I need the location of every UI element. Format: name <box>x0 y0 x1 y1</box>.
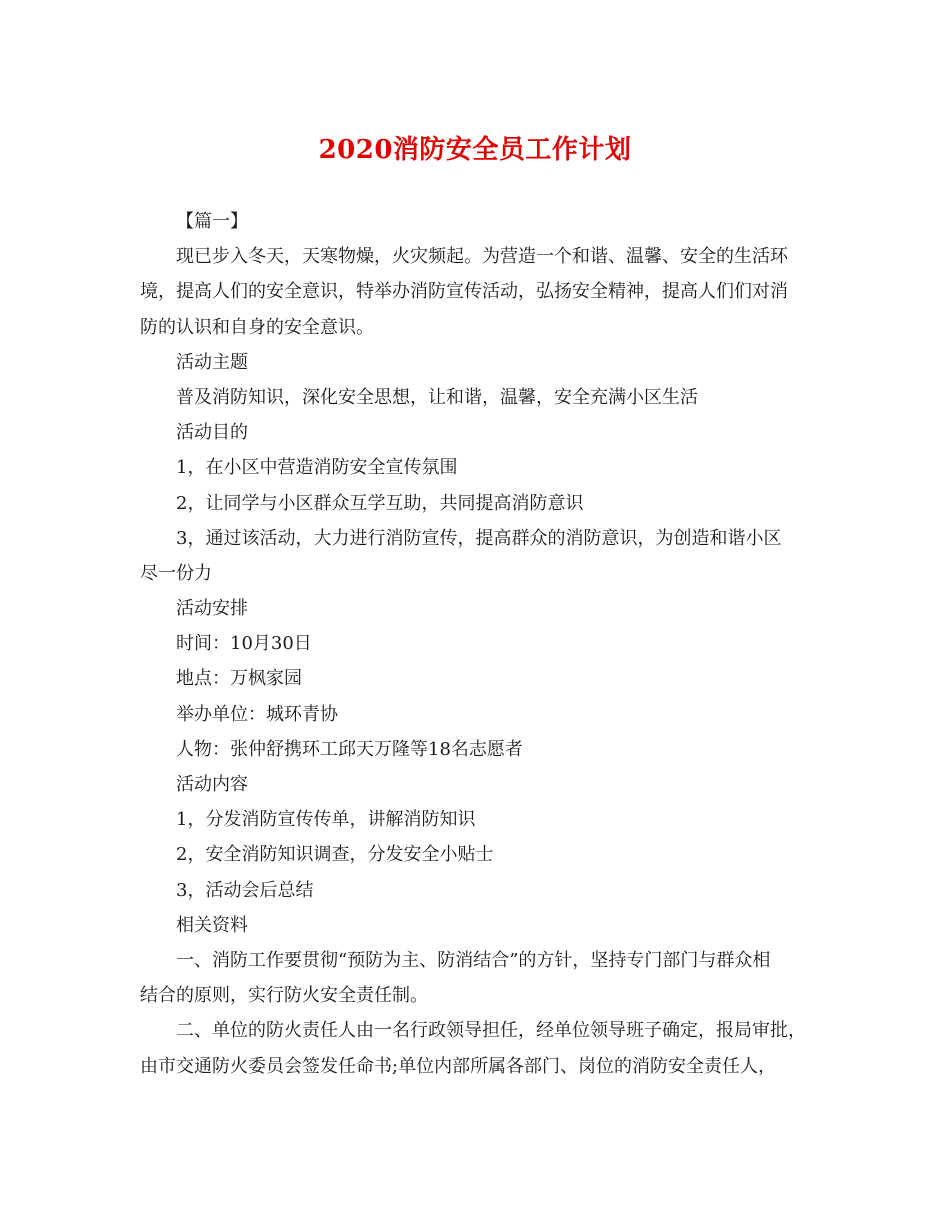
paragraph-line: 结合的原则，实行防火安全责任制。 <box>140 985 428 1007</box>
paragraph-line: 人物：张仲舒携环工邱天万隆等18名志愿者 <box>176 738 523 760</box>
paragraph-line: 地点：万枫家园 <box>176 668 302 690</box>
paragraph-line: 普及消防知识，深化安全思想，让和谐，温馨，安全充满小区生活 <box>176 386 698 408</box>
paragraph-line: 3，通过该活动，大力进行消防宣传，提高群众的消防意识，为创造和谐小区 <box>176 527 782 549</box>
paragraph-line: 2，让同学与小区群众互学互助，共同提高消防意识 <box>176 492 584 514</box>
paragraph-line: 活动目的 <box>176 422 248 444</box>
paragraph-line: 活动内容 <box>176 774 248 795</box>
document-body <box>140 204 830 1084</box>
paragraph-line: 时间：10月30日 <box>176 633 312 655</box>
paragraph-line: 境，提高人们的安全意识，特举办消防宣传活动，弘扬安全精神，提高人们们对消 <box>140 281 788 303</box>
paragraph-line: 活动主题 <box>176 351 248 373</box>
paragraph-line: 1，在小区中营造消防安全宣传氛围 <box>176 457 458 479</box>
paragraph-line: 【篇一】 <box>176 211 248 232</box>
paragraph-line: 一、消防工作要贯彻“预防为主、防消结合”的方针，坚持专门部门与群众相 <box>176 949 771 971</box>
paragraph-line: 举办单位：城环青协 <box>176 703 338 725</box>
paragraph-line: 活动安排 <box>176 598 248 620</box>
paragraph-line: 3，活动会后总结 <box>176 879 314 901</box>
paragraph-line: 尽一份力 <box>140 562 212 584</box>
paragraph-line: 1，分发消防宣传传单，讲解消防知识 <box>176 809 476 831</box>
paragraph-line: 由市交通防火委员会签发任命书;单位内部所属各部门、岗位的消防安全责任人， <box>140 1055 777 1077</box>
document-title: 2020消防安全员工作计划 <box>318 135 632 165</box>
paragraph-line: 现已步入冬天，天寒物燥，火灾频起。为营造一个和谐、温馨、安全的生活环 <box>176 246 788 268</box>
paragraph-line: 防的认识和自身的安全意识。 <box>140 316 374 338</box>
paragraph-line: 二、单位的防火责任人由一名行政领导担任，经单位领导班子确定，报局审批， <box>176 1020 806 1042</box>
paragraph-line: 相关资料 <box>176 914 248 936</box>
paragraph-line: 2，安全消防知识调查，分发安全小贴士 <box>176 844 494 866</box>
